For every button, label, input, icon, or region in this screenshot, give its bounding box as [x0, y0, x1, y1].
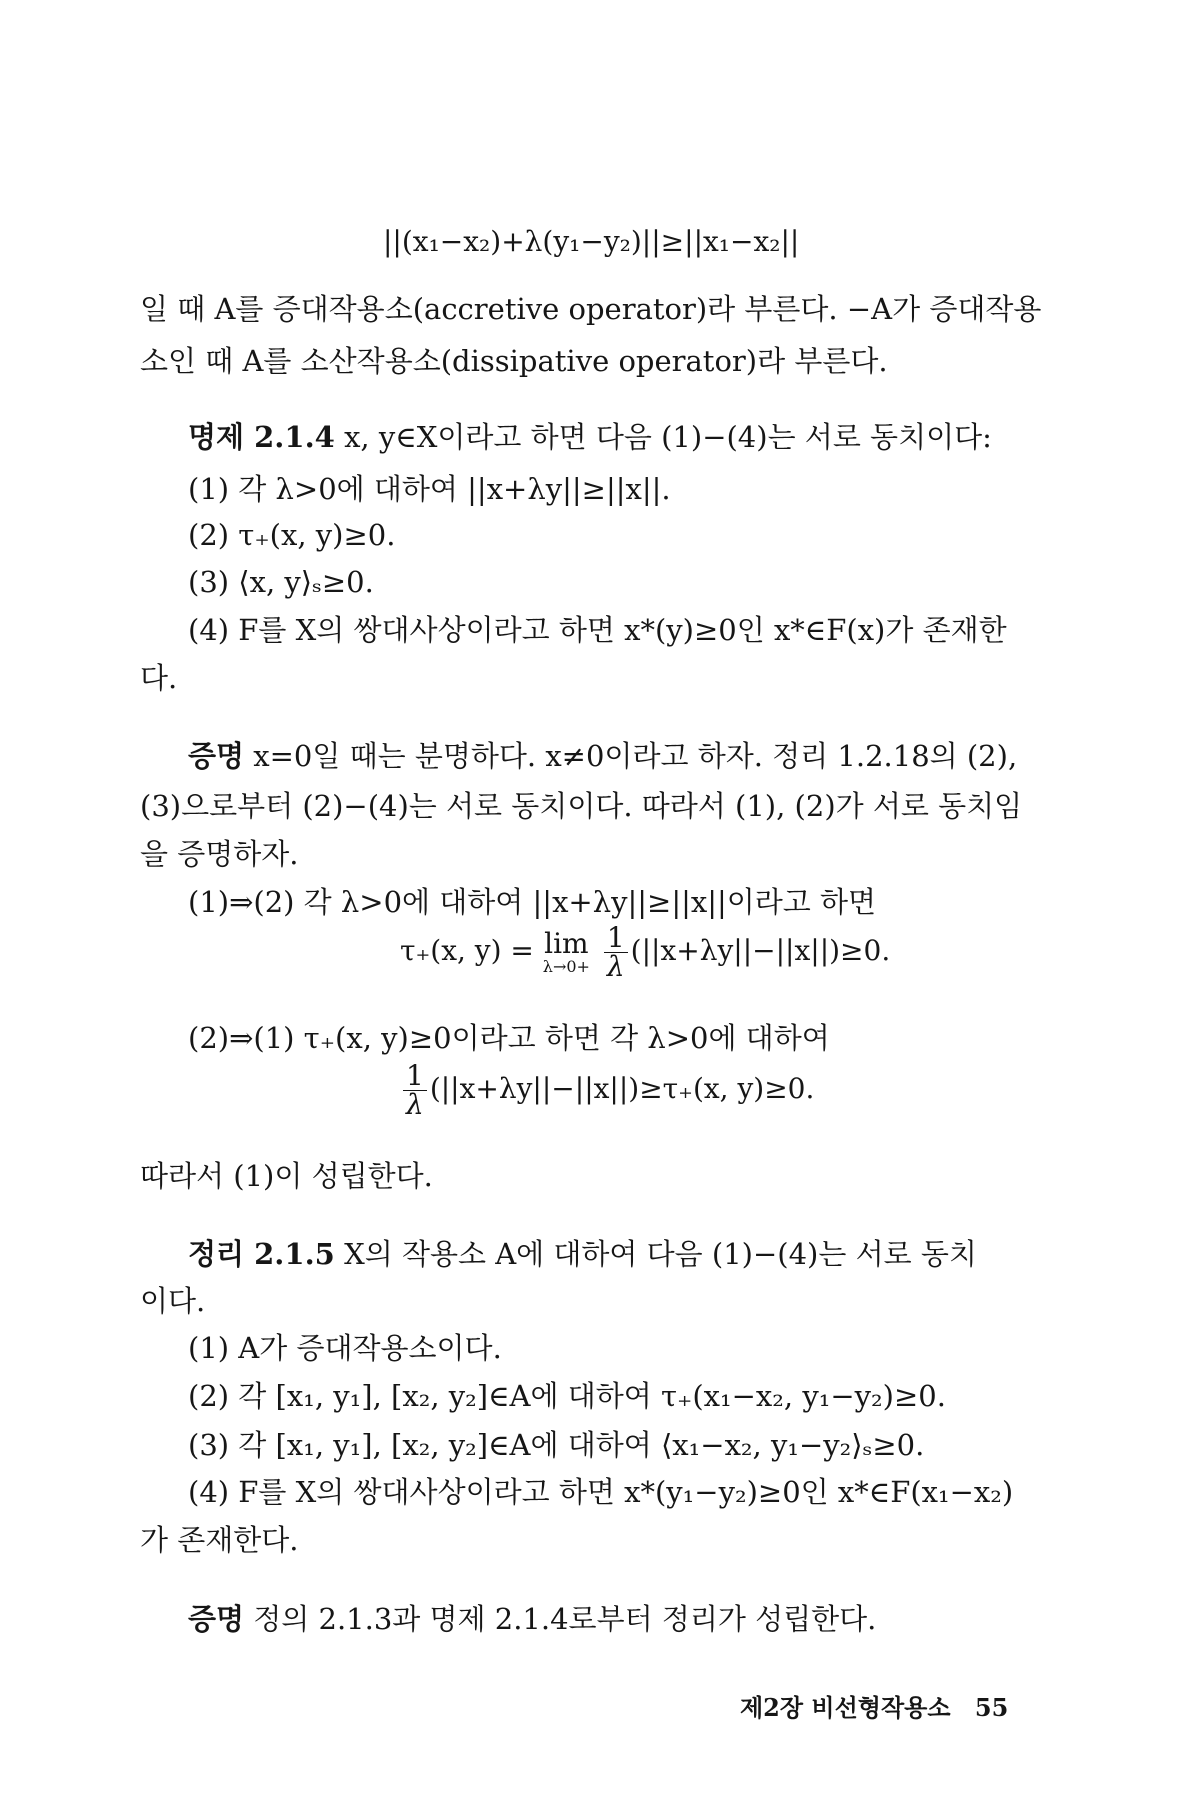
- equation-tau-bound: [400, 1059, 815, 1121]
- definition-line-1: 일 때 A를 증대작용소(accretive operator)라 부른다. −A가 증대작용: [140, 292, 1042, 326]
- definition-line-2: 소인 때 A를 소산작용소(dissipative operator)라 부른다.: [140, 344, 888, 378]
- proof-1-line-1: [188, 738, 1017, 774]
- proof-1-text: x=0일 때는 분명하다. x≠0이라고 하자. 정리 1.2.18의 (2),: [244, 739, 1018, 773]
- proof-1-line-3: 을 증명하자.: [140, 837, 299, 871]
- proposition-label: 명제 2.1.4: [188, 420, 335, 454]
- chapter-title: 제2장 비선형작용소: [740, 1693, 951, 1722]
- limit-subscript: λ→0+: [542, 956, 590, 976]
- proof-1-conclusion: 따라서 (1)이 성립한다.: [140, 1159, 433, 1193]
- page-footer: [740, 1688, 1008, 1723]
- theorem-item-1: (1) A가 증대작용소이다.: [188, 1331, 502, 1365]
- eq2-rhs: (||x+λy||−||x||)≥τ₊(x, y)≥0.: [429, 1072, 815, 1105]
- equation-tau-limit: [400, 921, 891, 983]
- proposition-item-2: (2) τ₊(x, y)≥0.: [188, 518, 396, 552]
- proposition-item-3: (3) ⟨x, y⟩ₛ≥0.: [188, 565, 374, 599]
- proposition-item-1: (1) 각 λ>0에 대하여 ||x+λy||≥||x||.: [188, 472, 671, 506]
- theorem-item-4: (4) F를 X의 쌍대사상이라고 하면 x*(y₁−y₂)≥0인 x*∈F(x₁−x₂): [188, 1475, 1014, 1509]
- theorem-item-2: (2) 각 [x₁, y₁], [x₂, y₂]∈A에 대하여 τ₊(x₁−x₂, y₁−y₂)≥0.: [188, 1379, 946, 1413]
- page-number: 55: [974, 1693, 1009, 1722]
- proposition-item-4: (4) F를 X의 쌍대사상이라고 하면 x*(y)≥0인 x*∈F(x)가 존재한: [188, 613, 1007, 647]
- theorem-line-2: 이다.: [140, 1284, 206, 1318]
- proposition-statement: x, y∈X이라고 하면 다음 (1)−(4)는 서로 동치이다:: [334, 420, 992, 454]
- fraction-numerator-2: 1: [403, 1062, 427, 1091]
- theorem-item-4-continued: 가 존재한다.: [140, 1523, 299, 1557]
- theorem-item-3: (3) 각 [x₁, y₁], [x₂, y₂]∈A에 대하여 ⟨x₁−x₂, y₁−y₂⟩ₛ≥0.: [188, 1428, 925, 1462]
- proof-2-label: 증명: [188, 1602, 245, 1636]
- limit-label: lim: [544, 926, 589, 960]
- theorem-statement: X의 작용소 A에 대하여 다음 (1)−(4)는 서로 동치: [334, 1237, 977, 1271]
- theorem-label: 정리 2.1.5: [188, 1237, 335, 1271]
- proof-1-step-1: (1)⇒(2) 각 λ>0에 대하여 ||x+λy||≥||x||이라고 하면: [188, 885, 877, 919]
- proof-2-text: 정의 2.1.3과 명제 2.1.4로부터 정리가 성립한다.: [244, 1602, 877, 1636]
- proof-2-line: [188, 1601, 876, 1637]
- fraction-denominator-2: λ: [406, 1088, 424, 1121]
- eq1-lhs: τ₊(x, y) =: [400, 934, 534, 967]
- fraction-one-over-lambda: [604, 921, 628, 983]
- limit-operator: [542, 926, 590, 976]
- eq1-rhs: (||x+λy||−||x||)≥0.: [630, 934, 891, 967]
- proof-1-label: 증명: [188, 739, 245, 773]
- proposition-heading: [188, 419, 992, 455]
- equation-accretive-inequality: ||(x₁−x₂)+λ(y₁−y₂)||≥||x₁−x₂||: [383, 225, 800, 258]
- fraction-denominator: λ: [606, 950, 625, 983]
- fraction-numerator: 1: [604, 924, 628, 953]
- proposition-item-4-continued: 다.: [140, 661, 178, 695]
- proof-1-line-2: (3)으로부터 (2)−(4)는 서로 동치이다. 따라서 (1), (2)가 서로 동치임: [140, 789, 1023, 823]
- fraction-one-over-lambda-2: [403, 1059, 427, 1121]
- theorem-heading: [188, 1236, 977, 1272]
- proof-1-step-2: (2)⇒(1) τ₊(x, y)≥0이라고 하면 각 λ>0에 대하여: [188, 1021, 830, 1055]
